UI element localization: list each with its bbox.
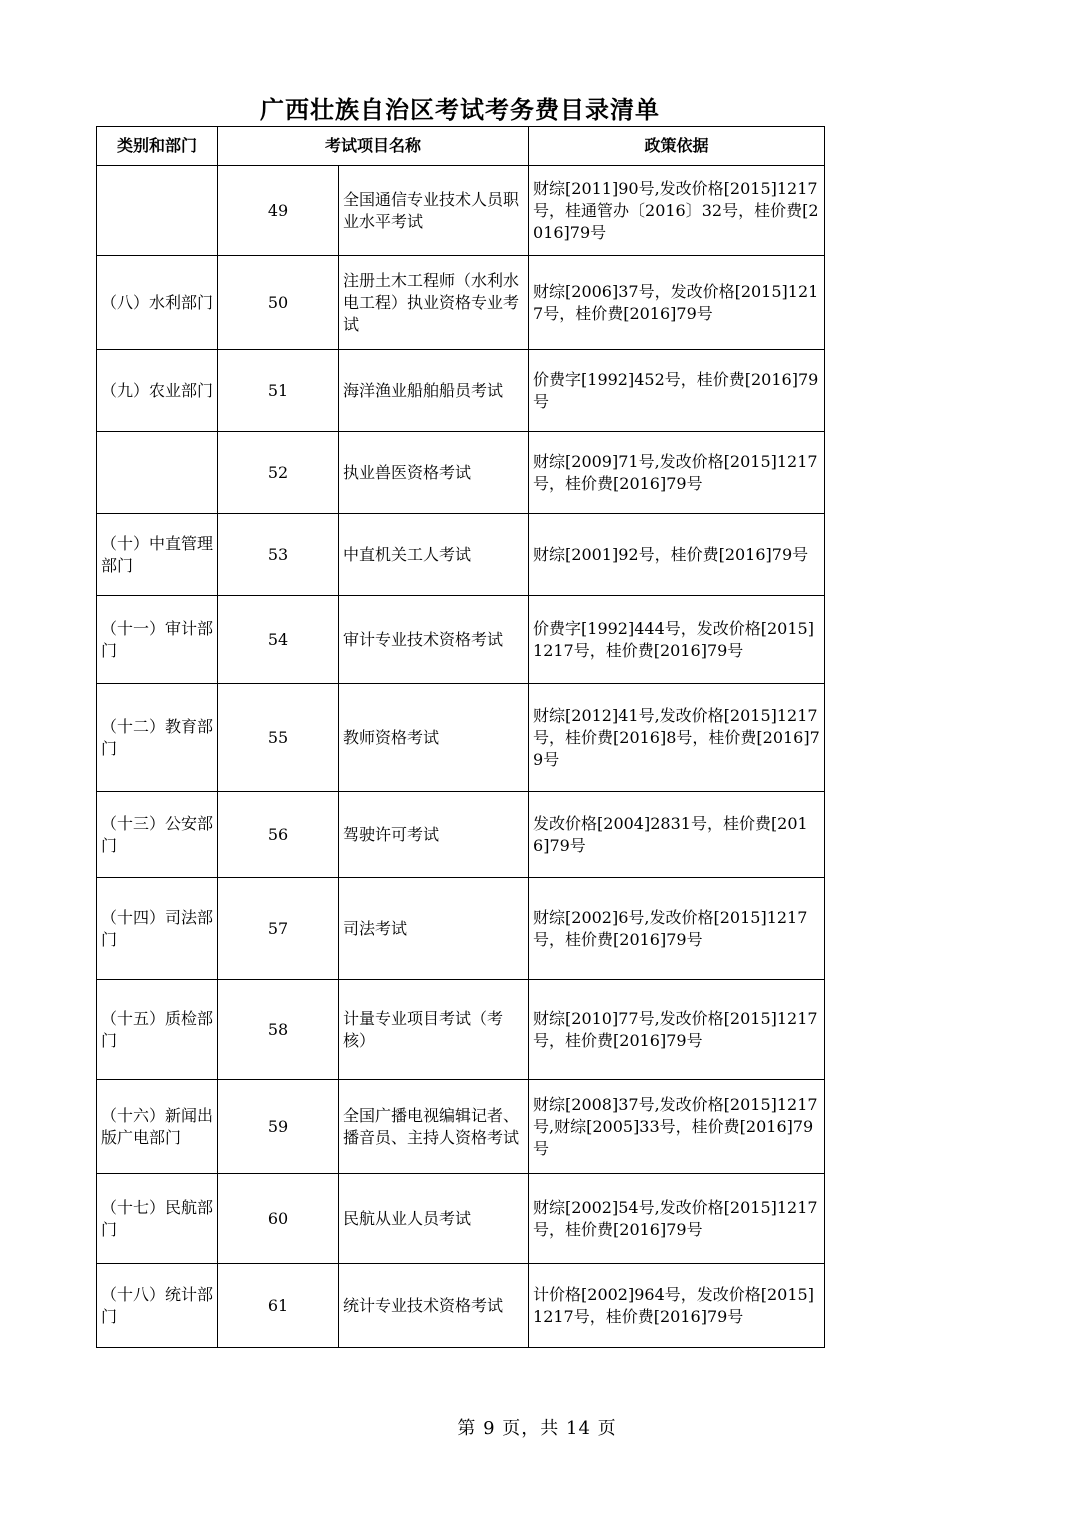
table-row [97, 514, 825, 596]
number-cell: 53 [218, 514, 339, 596]
exam-name-cell: 海洋渔业船舶船员考试 [339, 350, 529, 432]
exam-name-cell: 计量专业项目考试（考核） [339, 980, 529, 1080]
policy-basis-cell: 发改价格[2004]2831号，桂价费[2016]79号 [529, 792, 825, 878]
table-row [97, 684, 825, 792]
policy-basis-cell: 财综[2011]90号,发改价格[2015]1217号，桂通管办〔2016〕32号，桂价费[2016]79号 [529, 166, 825, 256]
dept-cell: （十四）司法部门 [97, 878, 218, 980]
policy-basis-cell: 价费字[1992]452号，桂价费[2016]79号 [529, 350, 825, 432]
number-cell: 52 [218, 432, 339, 514]
exam-name-cell: 教师资格考试 [339, 684, 529, 792]
table-row [97, 1080, 825, 1174]
dept-cell [97, 432, 218, 514]
number-cell: 54 [218, 596, 339, 684]
exam-name-cell: 驾驶许可考试 [339, 792, 529, 878]
table-row [97, 432, 825, 514]
header-dept: 类别和部门 [97, 127, 218, 166]
table-row [97, 350, 825, 432]
dept-cell: （十五）质检部门 [97, 980, 218, 1080]
table-row [97, 166, 825, 256]
number-cell: 60 [218, 1174, 339, 1264]
policy-basis-cell: 财综[2008]37号,发改价格[2015]1217号,财综[2005]33号，桂价费[2016]79号 [529, 1080, 825, 1174]
number-cell: 49 [218, 166, 339, 256]
exam-name-cell: 统计专业技术资格考试 [339, 1264, 529, 1348]
header-exam: 考试项目名称 [218, 127, 529, 166]
table-row [97, 256, 825, 350]
dept-cell: （八）水利部门 [97, 256, 218, 350]
dept-cell: （十七）民航部门 [97, 1174, 218, 1264]
number-cell: 61 [218, 1264, 339, 1348]
exam-name-cell: 民航从业人员考试 [339, 1174, 529, 1264]
policy-basis-cell: 财综[2012]41号,发改价格[2015]1217号，桂价费[2016]8号，桂价费[2016]79号 [529, 684, 825, 792]
number-cell: 51 [218, 350, 339, 432]
dept-cell: （十一）审计部门 [97, 596, 218, 684]
policy-basis-cell: 财综[2006]37号，发改价格[2015]1217号，桂价费[2016]79号 [529, 256, 825, 350]
table-row [97, 792, 825, 878]
exam-fee-table [96, 126, 825, 1348]
table-row [97, 980, 825, 1080]
policy-basis-cell: 价费字[1992]444号，发改价格[2015]1217号，桂价费[2016]79号 [529, 596, 825, 684]
exam-name-cell: 全国通信专业技术人员职业水平考试 [339, 166, 529, 256]
exam-name-cell: 执业兽医资格考试 [339, 432, 529, 514]
dept-cell: （十二）教育部门 [97, 684, 218, 792]
dept-cell: （十八）统计部门 [97, 1264, 218, 1348]
policy-basis-cell: 财综[2002]54号,发改价格[2015]1217号，桂价费[2016]79号 [529, 1174, 825, 1264]
table-row [97, 596, 825, 684]
page-footer: 第 9 页，共 14 页 [457, 1418, 617, 1439]
number-cell: 59 [218, 1080, 339, 1174]
dept-cell: （十三）公安部门 [97, 792, 218, 878]
dept-cell: （十）中直管理部门 [97, 514, 218, 596]
policy-basis-cell: 计价格[2002]964号，发改价格[2015]1217号，桂价费[2016]79号 [529, 1264, 825, 1348]
dept-cell: （九）农业部门 [97, 350, 218, 432]
table-header-row [97, 127, 825, 166]
number-cell: 50 [218, 256, 339, 350]
policy-basis-cell: 财综[2001]92号，桂价费[2016]79号 [529, 514, 825, 596]
policy-basis-cell: 财综[2009]71号,发改价格[2015]1217号，桂价费[2016]79号 [529, 432, 825, 514]
exam-name-cell: 审计专业技术资格考试 [339, 596, 529, 684]
table-row [97, 1174, 825, 1264]
table-row [97, 1264, 825, 1348]
number-cell: 58 [218, 980, 339, 1080]
policy-basis-cell: 财综[2010]77号,发改价格[2015]1217号，桂价费[2016]79号 [529, 980, 825, 1080]
exam-name-cell: 注册土木工程师（水利水电工程）执业资格专业考试 [339, 256, 529, 350]
dept-cell: （十六）新闻出版广电部门 [97, 1080, 218, 1174]
number-cell: 56 [218, 792, 339, 878]
document-title: 广西壮族自治区考试考务费目录清单 [260, 96, 660, 124]
policy-basis-cell: 财综[2002]6号,发改价格[2015]1217号，桂价费[2016]79号 [529, 878, 825, 980]
number-cell: 57 [218, 878, 339, 980]
table-row [97, 878, 825, 980]
number-cell: 55 [218, 684, 339, 792]
header-basis: 政策依据 [529, 127, 825, 166]
dept-cell [97, 166, 218, 256]
exam-name-cell: 司法考试 [339, 878, 529, 980]
exam-name-cell: 全国广播电视编辑记者、播音员、主持人资格考试 [339, 1080, 529, 1174]
exam-name-cell: 中直机关工人考试 [339, 514, 529, 596]
